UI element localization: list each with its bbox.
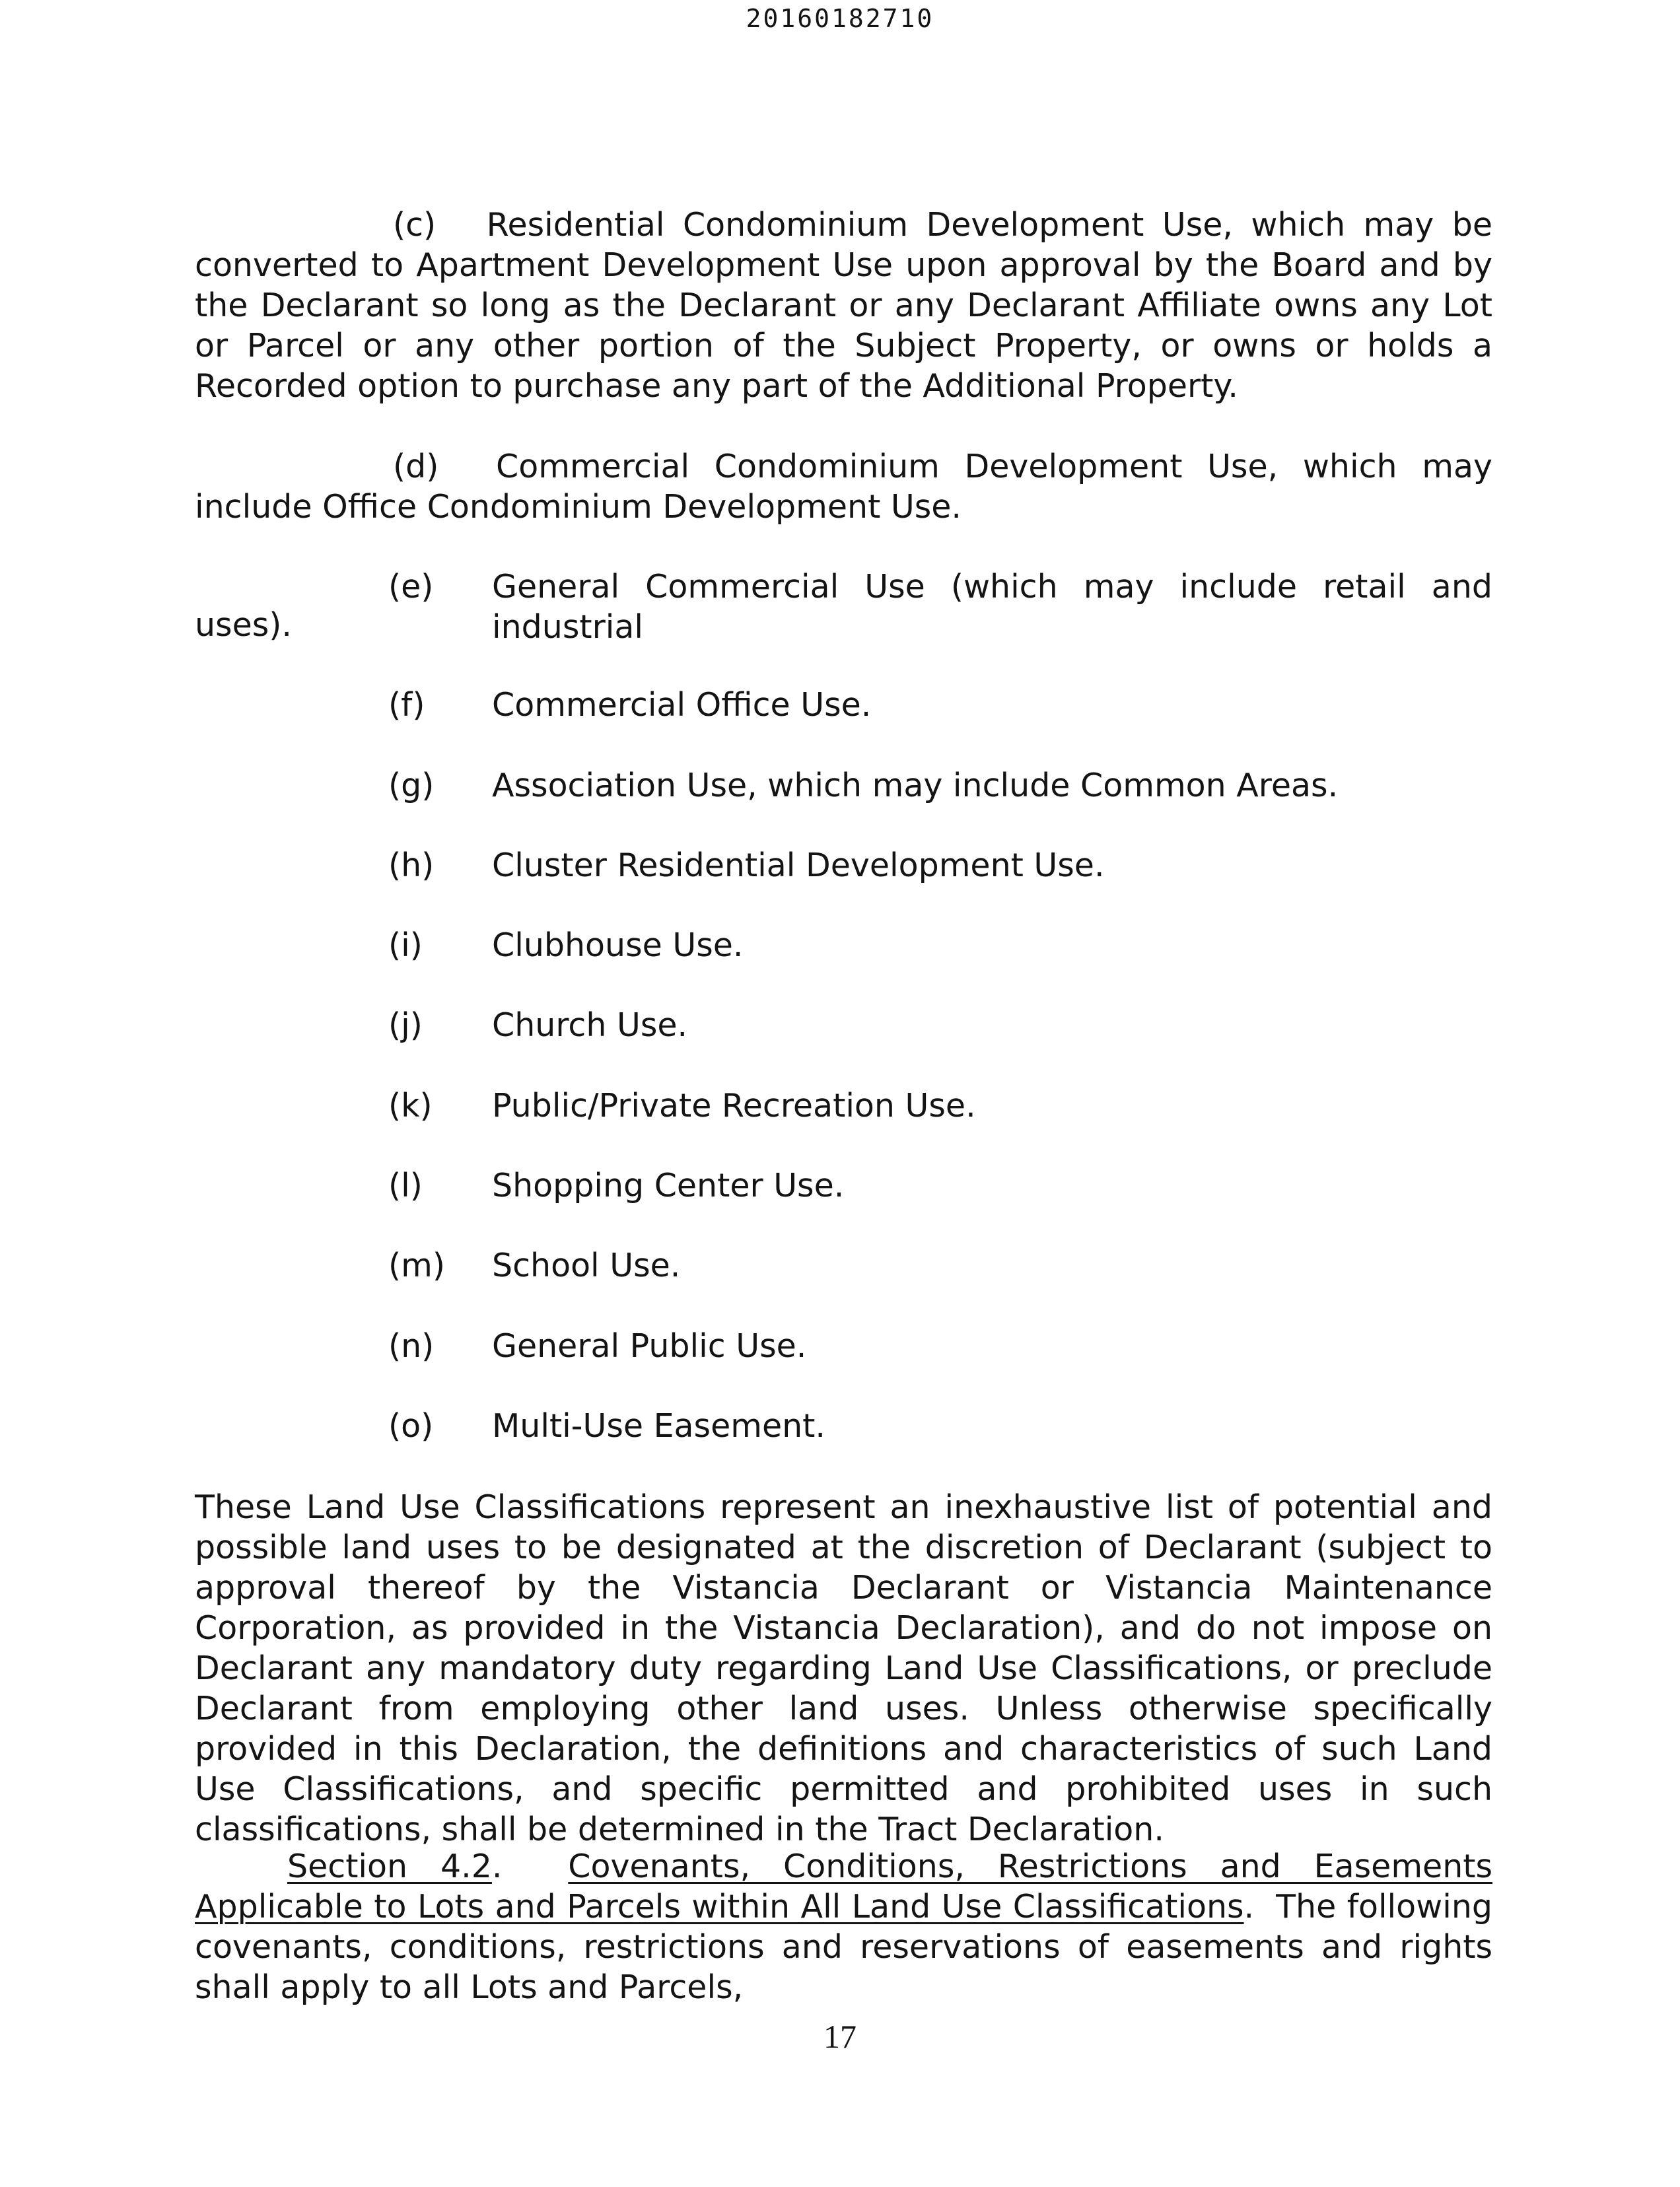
section-number-period: . xyxy=(491,1848,503,1885)
paragraph-c xyxy=(195,205,1492,406)
list-item-label: (j) xyxy=(388,1006,423,1044)
summary-paragraph: These Land Use Classifications represent an inexhaustive list of potential and possible land uses to be designated at the discretion of Declarant (subject to approval thereof by the Vistancia Declarant or Vistancia Maintenance Corporation, as provided in the Vistancia Declaration), and do not impose on Declarant any mandatory duty regarding Land Use Classifications, or preclude Declarant from employing other land uses. Unless otherwise specifically provided in this Declaration, the definitions and characteristics of such Land Use Classifications, and specific permitted and prohibited uses in such classifications, shall be determined in the Tract Declaration. xyxy=(195,1488,1492,1848)
list-item xyxy=(0,1005,1680,1045)
list-item-label: (l) xyxy=(388,1167,423,1204)
section-title: Covenants, Conditions, Restrictions and Easements Applicable to Lots and Parcels within All Land Use Classifications xyxy=(195,1848,1492,1926)
list-item-e-continuation: uses). xyxy=(195,606,292,644)
list-item xyxy=(0,1086,1680,1126)
list-item-text: Church Use. xyxy=(492,1006,688,1044)
list-item xyxy=(0,925,1680,965)
paragraph-c-label: (c) xyxy=(393,206,437,244)
list-item-text: General Public Use. xyxy=(492,1327,807,1365)
list-item xyxy=(0,845,1680,885)
section-number: Section 4.2 xyxy=(287,1848,492,1885)
paragraph-d-label: (d) xyxy=(393,448,439,485)
list-item-text: Commercial Office Use. xyxy=(492,686,872,724)
section-4-2-paragraph xyxy=(195,1846,1492,2007)
list-item-text: Public/Private Recreation Use. xyxy=(492,1087,976,1125)
list-item xyxy=(0,765,1680,806)
section-body: The following covenants, conditions, restrictions and reservations of easements and rights shall apply to all Lots and Parcels, xyxy=(195,1888,1492,2006)
list-item-text: School Use. xyxy=(492,1247,681,1284)
list-item xyxy=(0,685,1680,725)
paragraph-c-text: Residential Condominium Development Use, which may be converted to Apartment Development Use upon approval by the Board and by the Declarant so long as the Declarant or any Declarant Affiliate owns any Lot or Parcel or any other portion of the Subject Property, or owns or holds a Recorded option to purchase any part of the Additional Property. xyxy=(195,206,1492,405)
paragraph-d xyxy=(195,446,1492,527)
list-item-text: Cluster Residential Development Use. xyxy=(492,847,1105,884)
list-item xyxy=(0,1326,1680,1366)
paragraph-d-text: Commercial Condominium Development Use, which may include Office Condominium Development Use. xyxy=(195,448,1493,526)
list-item xyxy=(0,1245,1680,1286)
document-number: 20160182710 xyxy=(746,4,934,33)
list-item-text: Multi-Use Easement. xyxy=(492,1407,825,1445)
list-item-text: Association Use, which may include Common Areas. xyxy=(492,767,1339,804)
list-item-label: (k) xyxy=(388,1087,433,1125)
list-item-label: (g) xyxy=(388,767,435,804)
list-item-text: General Commercial Use (which may include retail and industrial xyxy=(492,568,1492,646)
list-item-label: (i) xyxy=(388,926,423,964)
list-item-label: (h) xyxy=(388,847,435,884)
list-item-text: Clubhouse Use. xyxy=(492,926,744,964)
list-item-label: (e) xyxy=(388,568,434,606)
list-item-label: (n) xyxy=(388,1327,435,1365)
list-item xyxy=(0,1165,1680,1206)
list-item-label: (m) xyxy=(388,1247,445,1284)
list-item-text: Shopping Center Use. xyxy=(492,1167,845,1204)
section-title-period: . xyxy=(1243,1888,1255,1926)
list-item-label: (o) xyxy=(388,1407,434,1445)
list-item-label: (f) xyxy=(388,686,425,724)
page-number: 17 xyxy=(823,2018,857,2055)
list-item xyxy=(0,1406,1680,1446)
